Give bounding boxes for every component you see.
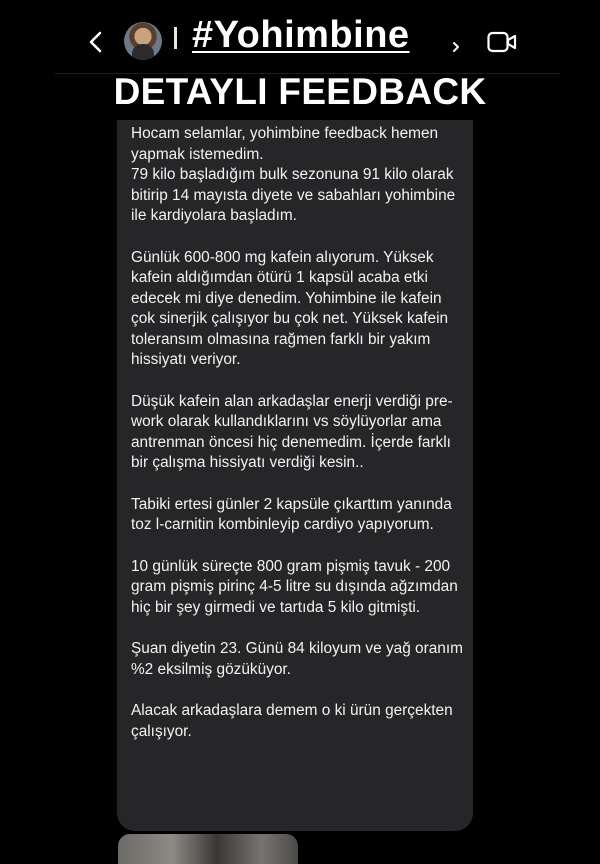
name-text-cursor	[174, 27, 177, 49]
page-title: #Yohimbine	[192, 14, 410, 56]
back-arrow-icon[interactable]	[86, 30, 106, 54]
message-paragraph: Tabiki ertesi günler 2 kapsüle çıkarttım yanında toz l-carnitin kombinleyip cardiyo yapıyorum.	[131, 495, 452, 533]
message-paragraph: 79 kilo başladığım bulk sezonuna 91 kilo olarak bitirip 14 mayısta diyete ve sabahları yohimbine ile kardiyolara başladım.	[131, 166, 456, 224]
message-paragraph: Düşük kafein alan arkadaşlar enerji verdiği pre-work olarak kullandıklarını vs söylüyorlar ama antrenman öncesi hiç denemedim. İçerde farklı bir çalışma hissiyatı verdiği kesin..	[131, 392, 453, 471]
chevron-right-icon[interactable]	[451, 41, 461, 53]
profile-avatar[interactable]	[124, 22, 162, 60]
image-attachment-thumbnail[interactable]	[118, 834, 298, 864]
message-text	[131, 124, 466, 763]
page-subtitle: DETAYLI FEEDBACK	[113, 71, 487, 112]
message-paragraph: Günlük 600-800 mg kafein alıyorum. Yüksek kafein aldığımdan ötürü 1 kapsül acaba etki edecek mi diye denedim. Yohimbine ile kafein çok sinerjik çalışıyor bu çok net. Yüksek kafein toleransım olmasına rağmen farklı bir yakım hissiyatı veriyor.	[131, 248, 449, 368]
message-paragraph: Alacak arkadaşlara demem o ki ürün gerçekten çalışıyor.	[131, 702, 453, 740]
chat-header	[0, 0, 600, 74]
message-paragraph: 10 günlük süreçte 800 gram pişmiş tavuk - 200 gram pişmiş pirinç 4-5 litre su dışında ağzımdan hiç bir şey girmedi ve tartıda 5 kilo gitmişti.	[131, 557, 458, 616]
message-paragraph: Hocam selamlar, yohimbine feedback hemen yapmak istemedim.	[131, 125, 439, 163]
video-call-icon[interactable]	[487, 31, 517, 53]
message-paragraph: Şuan diyetin 23. Günü 84 kiloyum ve yağ oranım %2 eksilmiş gözüküyor.	[131, 640, 463, 678]
